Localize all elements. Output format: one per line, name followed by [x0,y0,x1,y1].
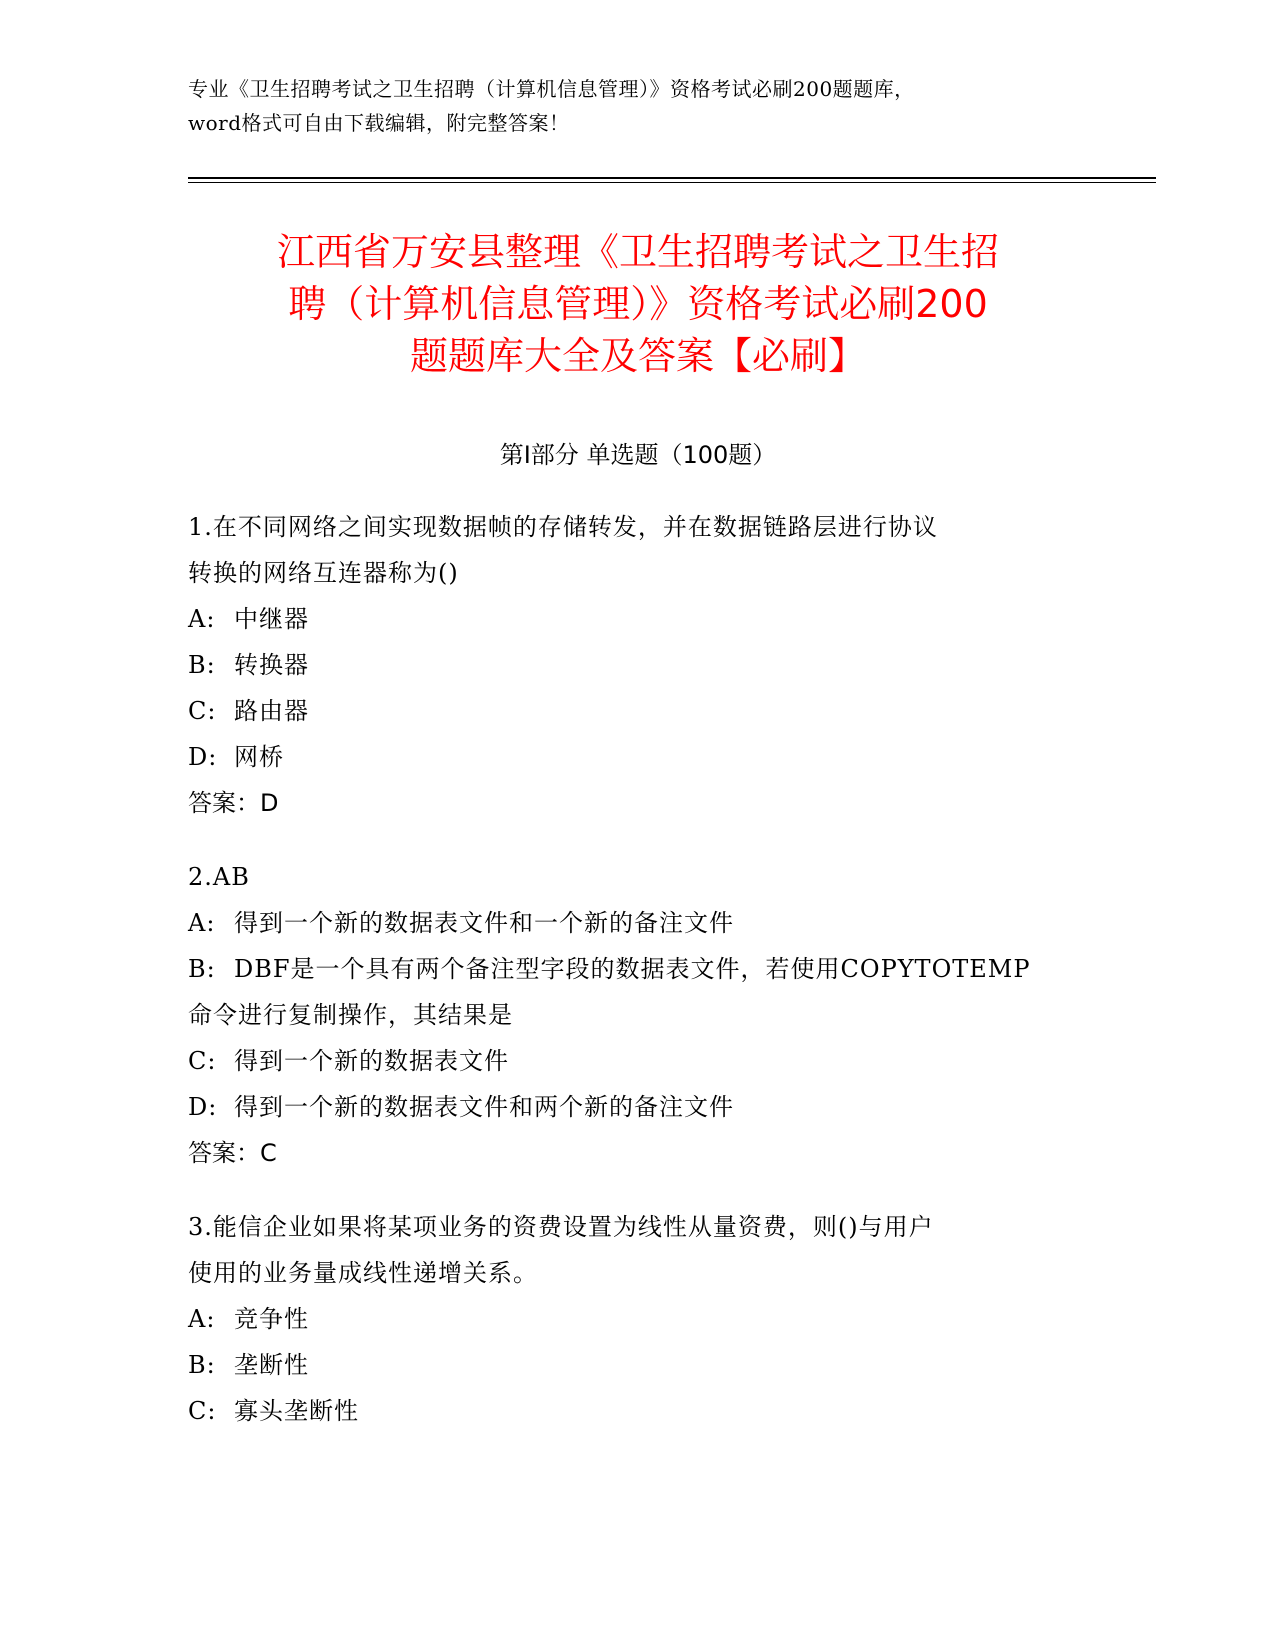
header-note [188,72,1088,140]
option-text: 中继器 [234,605,309,633]
option-d [188,734,1088,780]
option-text: 得到一个新的数据表文件和两个新的备注文件 [234,1093,734,1121]
option-c [188,1388,1088,1434]
option-text: DBF是一个具有两个备注型字段的数据表文件，若使用COPYTOTEMP [234,955,1031,983]
option-letter: B: [188,651,216,679]
option-b [188,1342,1088,1388]
option-text: 得到一个新的数据表文件 [234,1047,509,1075]
title-line: 题题库大全及答案【必刷】 [409,334,866,378]
option-letter: C: [188,1397,217,1425]
option-text: 转换器 [234,651,309,679]
stem-line: 3.能信企业如果将某项业务的资费设置为线性从量资费，则()与用户 [188,1213,934,1241]
option-letter: C: [188,697,217,725]
header-divider-thick [188,177,1156,179]
section-heading: 第Ⅰ部分 单选题（100题） [499,441,777,469]
option-a [188,900,1088,946]
option-b [188,642,1088,688]
option-d [188,1084,1088,1130]
answer: 答案：D [188,789,279,817]
header-note-line: word格式可自由下载编辑，附完整答案！ [188,111,570,135]
header-note-line: 专业《卫生招聘考试之卫生招聘（计算机信息管理）》资格考试必刷200题题库， [188,77,915,101]
option-letter: C: [188,1047,217,1075]
option-text: 得到一个新的数据表文件和一个新的备注文件 [234,909,734,937]
option-letter: B: [188,955,216,983]
question-3 [188,1204,1088,1434]
stem-line: 1.在不同网络之间实现数据帧的存储转发，并在数据链路层进行协议 [188,513,938,541]
stem-line: 转换的网络互连器称为() [188,559,459,587]
question-2 [188,854,1088,1176]
option-letter: A: [188,1305,216,1333]
option-text: 命令进行复制操作，其结果是 [188,1001,513,1029]
option-c [188,688,1088,734]
question-stem [188,1204,1088,1296]
option-c [188,1038,1088,1084]
option-text: 寡头垄断性 [234,1397,359,1425]
option-text: 竞争性 [234,1305,309,1333]
option-letter: D: [188,743,218,771]
option-letter: A: [188,605,216,633]
question-1 [188,504,1088,826]
option-text: 网桥 [234,743,284,771]
option-a [188,1296,1088,1342]
option-a [188,596,1088,642]
stem-line: 2.AB [188,863,250,891]
option-b [188,946,1088,992]
question-stem [188,854,1088,900]
document-title [188,226,1088,382]
stem-line: 使用的业务量成线性递增关系。 [188,1259,538,1287]
option-letter: D: [188,1093,218,1121]
option-letter: A: [188,909,216,937]
answer: 答案：C [188,1139,277,1167]
title-line: 江西省万安县整理《卫生招聘考试之卫生招 [276,230,999,274]
option-letter: B: [188,1351,216,1379]
option-text: 路由器 [234,697,309,725]
header-divider-thin [188,182,1156,183]
option-text: 垄断性 [234,1351,309,1379]
title-line: 聘（计算机信息管理）》资格考试必刷200 [288,282,988,326]
question-stem [188,504,1088,596]
option-b-continued [188,992,1088,1038]
